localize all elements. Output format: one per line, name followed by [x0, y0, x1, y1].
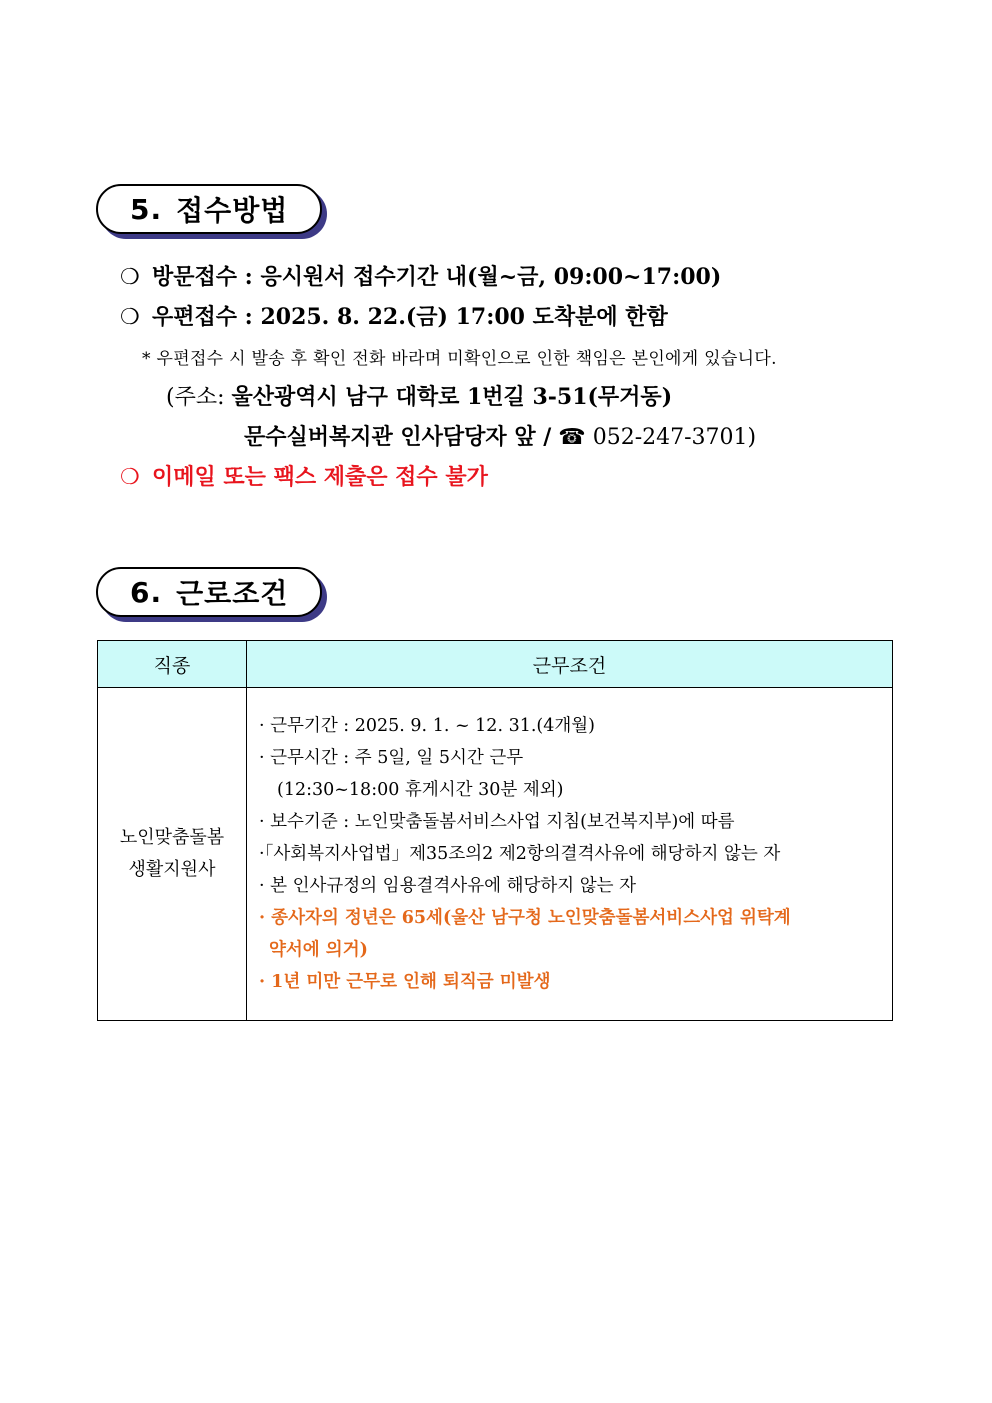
email-fax-warning-text: 이메일 또는 팩스 제출은 접수 불가: [152, 464, 488, 490]
header-conditions: 근무조건: [247, 641, 893, 688]
header-job-type: 직종: [98, 641, 247, 688]
visit-application-text: 방문접수 : 응시원서 접수기간 내(월~금, 09:00~17:00): [152, 264, 722, 290]
address-line-1: [166, 380, 672, 411]
postal-application-line: [120, 300, 668, 331]
section-6-heading: [96, 567, 322, 617]
section-5-number: 5.: [130, 192, 163, 226]
job-type-cell: [98, 688, 247, 1021]
section-5-heading: [96, 184, 322, 234]
phone-number: 052-247-3701): [592, 425, 757, 450]
circle-bullet-icon: ❍: [120, 465, 140, 490]
section-5-title: 접수방법: [176, 194, 289, 227]
condition-pay: · 보수기준 : 노인맞춤돌봄서비스사업 지침(보건복지부)에 따름: [259, 812, 735, 832]
table-header-row: [98, 641, 893, 688]
table-row: [98, 688, 893, 1021]
phone-icon: ☎: [558, 425, 586, 450]
conditions-cell: [247, 688, 893, 1021]
postal-note: * 우편접수 시 발송 후 확인 전화 바라며 미확인으로 인한 책임은 본인에게 있습니다.: [142, 349, 777, 369]
condition-disqualification-law: ·「사회복지사업법」제35조의2 제2항의결격사유에 해당하지 않는 자: [259, 844, 781, 864]
condition-hours-detail: (12:30~18:00 휴게시간 30분 제외): [277, 780, 564, 800]
condition-severance: · 1년 미만 근무로 인해 퇴직금 미발생: [259, 972, 551, 992]
condition-retirement-age-cont: 약서에 의거): [269, 940, 368, 960]
condition-period: · 근무기간 : 2025. 9. 1. ~ 12. 31.(4개월): [259, 716, 595, 736]
condition-retirement-age: · 종사자의 정년은 65세(울산 남구청 노인맞춤돌봄서비스사업 위탁계: [259, 908, 791, 928]
address-street: 울산광역시 남구 대학로 1번길 3-51(무거동): [231, 384, 673, 410]
visit-application-line: [120, 260, 721, 291]
condition-hours: · 근무시간 : 주 5일, 일 5시간 근무: [259, 748, 524, 768]
section-6-title: 근로조건: [176, 577, 289, 610]
circle-bullet-icon: ❍: [120, 305, 140, 330]
email-fax-warning-line: [120, 460, 488, 491]
address-prefix: (주소:: [166, 385, 225, 410]
address-line-2: [244, 420, 756, 451]
postal-application-text: 우편접수 : 2025. 8. 22.(금) 17:00 도착분에 한함: [152, 304, 668, 330]
condition-disqualification-rules: · 본 인사규정의 임용결격사유에 해당하지 않는 자: [259, 876, 637, 896]
job-type-line-2: 생활지원사: [128, 859, 216, 880]
circle-bullet-icon: ❍: [120, 265, 140, 290]
working-conditions-table: [97, 640, 893, 1021]
section-6-number: 6.: [130, 575, 163, 609]
job-type-line-1: 노인맞춤돌봄: [119, 827, 225, 848]
address-recipient: 문수실버복지관 인사담당자 앞 /: [244, 424, 552, 450]
